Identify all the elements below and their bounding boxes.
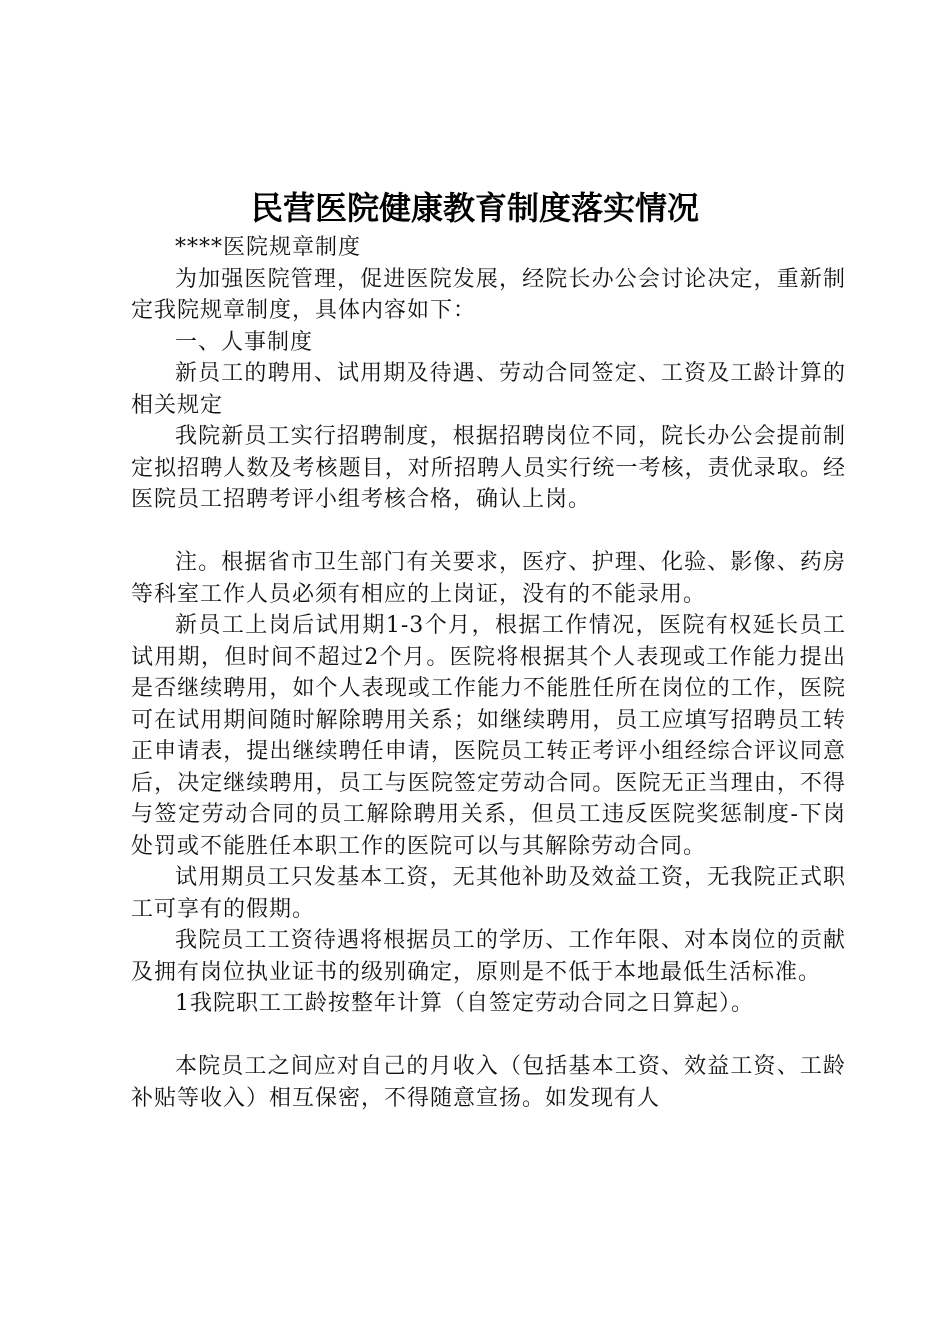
paragraph-probation-pay: 试用期员工只发基本工资，无其他补助及效益工资，无我院正式职工可享有的假期。 (131, 865, 846, 922)
paragraph-section-personnel: 一、人事制度 (175, 329, 314, 355)
paragraph-intro: 为加强医院管理，促进医院发展，经院长办公会讨论决定，重新制定我院规章制度，具体内容如下： (131, 266, 846, 323)
paragraph-probation: 新员工上岗后试用期1-3个月，根据工作情况，医院有权延长员工试用期，但时间不超过2个月。医院将根据其个人表现或工作能力提出是否继续聘用，如个人表现或工作能力不能胜任所在岗位的工作，医院可在试用期间随时解除聘用关系；如继续聘用，员工应填写招聘员工转正申请表，提出继续聘任申请，医院员工转正考评小组经综合评议同意后，决定继续聘用，员工与医院签定劳动合同。医院无正当理由，不得与签定劳动合同的员工解除聘用关系，但员工违反医院奖惩制度-下岗处罚或不能胜任本职工作的医院可以与其解除劳动合同。 (131, 613, 846, 859)
paragraph-salary: 我院员工工资待遇将根据员工的学历、工作年限、对本岗位的贡献及拥有岗位执业证书的级别确定，原则是不低于本地最低生活标准。 (131, 928, 846, 985)
paragraph-recruitment: 我院新员工实行招聘制度，根据招聘岗位不同，院长办公会提前制定拟招聘人数及考核题目，对所招聘人员实行统一考核，责优录取。经医院员工招聘考评小组考核合格，确认上岗。 (131, 424, 846, 512)
paragraph-seniority: 1我院职工工龄按整年计算（自签定劳动合同之日算起）。 (175, 991, 754, 1016)
paragraph-note: 注。根据省市卫生部门有关要求，医疗、护理、化验、影像、药房等科室工作人员必须有相应的上岗证，没有的不能录用。 (131, 550, 846, 607)
paragraph-subheading: 新员工的聘用、试用期及待遇、劳动合同签定、工资及工龄计算的相关规定 (131, 361, 846, 418)
paragraph-confidentiality: 本院员工之间应对自己的月收入（包括基本工资、效益工资、工龄补贴等收入）相互保密，不得随意宣扬。如发现有人 (131, 1054, 846, 1111)
paragraph-heading-regulations: ****医院规章制度 (175, 235, 362, 260)
document-title: 民营医院健康教育制度落实情况 (250, 189, 699, 227)
document-body (131, 232, 846, 1114)
